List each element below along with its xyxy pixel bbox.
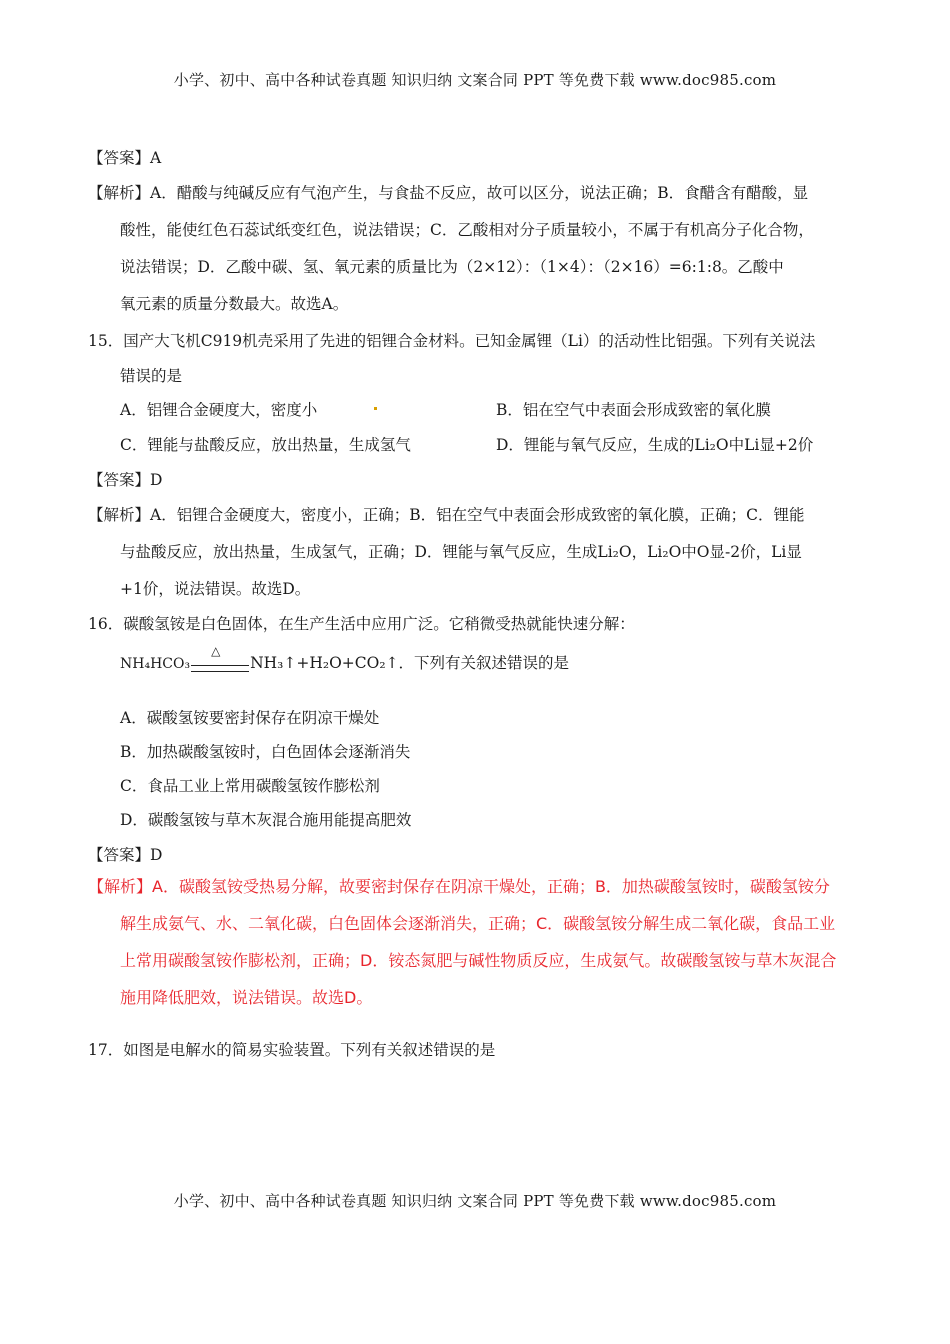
q15-option-c: C．锂能与盐酸反应，放出热量，生成氢气 [120,436,411,454]
q16-analysis-line: 解生成氨气、水、二氧化碳，白色固体会逐渐消失，正确；C．碳酸氢铵分解生成二氧化碳，食品工业 [120,914,836,933]
q16-analysis-line: 上常用碳酸氢铵作膨松剂，正确；D．铵态氮肥与碱性物质反应，生成氨气。故碳酸氢铵与草木灰混合 [120,951,837,970]
q15-stem: 15．国产大飞机C919机壳采用了先进的铝锂合金材料。已知金属锂（Li）的活动性比铝强。下列有关说法 [88,332,816,350]
heat-arrow [191,643,249,672]
q15-answer: 【答案】D [88,471,163,489]
q14-analysis-line: 氧元素的质量分数最大。故选A。 [120,295,349,313]
q15-analysis-line: 【解析】A．铝锂合金硬度大，密度小，正确；B．铝在空气中表面会形成致密的氧化膜，正确；C．锂能 [88,506,805,524]
q16-option-b: B．加热碳酸氢铵时，白色固体会逐渐消失 [120,743,411,761]
q17-stem: 17．如图是电解水的简易实验装置。下列有关叙述错误的是 [88,1041,496,1059]
q14-answer: 【答案】A [88,149,162,167]
q16-equation [120,643,570,673]
q16-analysis-line: 【解析】A．碳酸氢铵受热易分解，故要密封保存在阴凉干燥处，正确；B．加热碳酸氢铵时，碳酸氢铵分 [88,877,830,896]
q16-option-a: A．碳酸氢铵要密封保存在阴凉干燥处 [120,709,380,727]
q14-analysis-line: 酸性，能使红色石蕊试纸变红色，说法错误；C．乙酸相对分子质量较小，不属于有机高分子化合物， [120,221,814,239]
q15-stem-cont: 错误的是 [120,367,183,385]
q16-answer: 【答案】D [88,846,163,864]
q14-analysis-line: 【解析】A．醋酸与纯碱反应有气泡产生，与食盐不反应，故可以区分，说法正确；B．食醋含有醋酸，显 [88,184,809,202]
q15-option-a: A．铝锂合金硬度大，密度小 [120,401,318,419]
q15-option-d: D．锂能与氧气反应，生成的Li₂O中Li显+2价 [496,436,814,454]
stray-dot [374,407,377,410]
q14-analysis-line: 说法错误；D．乙酸中碳、氢、氧元素的质量比为（2×12）：（1×4）：（2×16）=6:1:8。乙酸中 [120,258,784,276]
q16-option-d: D．碳酸氢铵与草木灰混合施用能提高肥效 [120,811,412,829]
page-footer: 小学、初中、高中各种试卷真题 知识归纳 文案合同 PPT 等免费下载 www.doc985.com [173,1192,777,1210]
q15-analysis-line: +1价，说法错误。故选D。 [120,580,311,598]
q15-option-b: B．铝在空气中表面会形成致密的氧化膜 [496,401,771,419]
heat-symbol: △ [211,643,221,658]
q16-analysis-line: 施用降低肥效，说法错误。故选D。 [120,988,373,1007]
equation-products: NH₃↑+H₂O+CO₂↑．下列有关叙述错误的是 [250,654,570,672]
q16-stem: 16．碳酸氢铵是白色固体，在生产生活中应用广泛。它稍微受热就能快速分解： [88,615,635,633]
q15-analysis-line: 与盐酸反应，放出热量，生成氢气，正确；D．锂能与氧气反应，生成Li₂O，Li₂O中O显-2价，Li显 [120,543,802,561]
equation-reactant: NH₄HCO₃ [120,656,191,672]
page-header: 小学、初中、高中各种试卷真题 知识归纳 文案合同 PPT 等免费下载 www.doc985.com [173,71,777,89]
q16-option-c: C．食品工业上常用碳酸氢铵作膨松剂 [120,777,380,795]
